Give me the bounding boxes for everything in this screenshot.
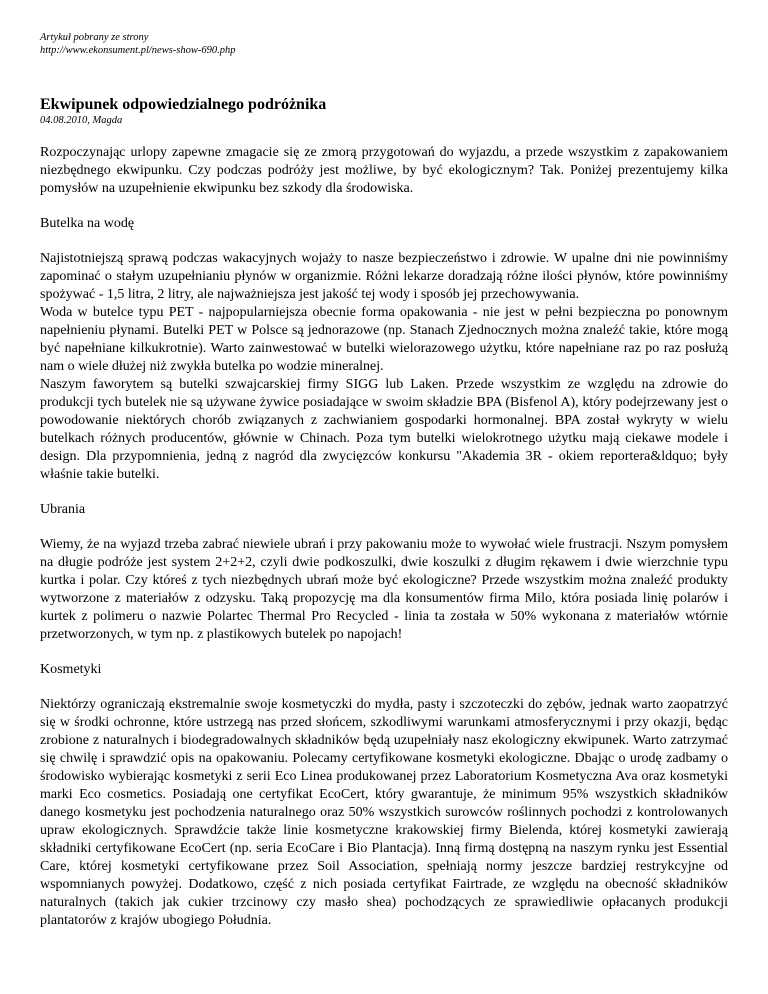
paragraph: Niektórzy ograniczają ekstremalnie swoje kosmetyczki do mydła, pasty i szczoteczki do zębów, jednak warto zaopatrzyć się w środki ochronne, które ustrzegą nas przed słońcem, szkodliwymi warunkami atmosferycznymi i przy okazji, będąc zrobione z naturalnych i biodegradowalnych składników będą uzupełniały nasz ekologiczny ekwipunek. Warto zatrzymać się chwilę i sprawdzić opis na opakowaniu. Polecamy certyfikowane kosmetyki ekologiczne. Dbając o urodę zadbamy o środowisko wybierając kosmetyki z serii Eco Linea produkowanej przez Laboratorium Kosmetyczna Ava oraz kosmetyki marki Eco cosmetics. Posiadają one certyfikat EcoCert, który gwarantuje, że minimum 95% wszystkich składników danego kosmetyku jest pochodzenia naturalnego oraz 50% wszystkich surowców roślinnych pochodzi z kontrolowanych upraw ekologicznych. Sprawdźcie także linie kosmetyczne krakowskiej firmy Bielenda, której kosmetyki zawierają składniki certyfikowane EcoCert (np. seria EcoCare i Bio Plantacja). Inną firmą dostępną na naszym rynku jest Essential Care, której kosmetyki certyfikowane przez Soil Association, spełniają normy jeszcze bardziej restrykcyjne od wspomnianych powyżej. Dodatkowo, część z nich posiada certyfikat Fairtrade, ze względu na obecność składników naturalnych (takich jak cukier trzcinowy czy masło shea) pochodzących ze sprawiedliwie opłacanych produkcji plantatorów z krajów ubogiego Południa. — [40, 697, 728, 928]
source-note — [40, 31, 728, 57]
source-label: Artykuł pobrany ze strony — [40, 32, 149, 43]
section-heading: Butelka na wodę — [40, 216, 135, 231]
section-heading: Ubrania — [40, 502, 86, 517]
section-body — [40, 536, 728, 644]
paragraph: Woda w butelce typu PET - najpopularniejsza obecnie forma opakowania - nie jest w pełni bezpieczna po ponownym napełnieniu płynami. Butelki PET w Polsce są jednorazowe (np. Stanach Zjednocznych można znaleźć takie, które mogą być napełniane kilkukrotnie). Warto zainwestować w butelki wielorazowego użytku, które napełniane raz po raz posłużą nam o wiele dłużej niż zwykła butelka po wodzie mineralnej. — [40, 305, 728, 374]
section-clothes — [40, 501, 728, 644]
section-cosmetics — [40, 661, 728, 930]
section-heading: Kosmetyki — [40, 662, 102, 677]
document-page — [40, 31, 728, 930]
article-title: Ekwipunek odpowiedzialnego podróżnika — [40, 96, 327, 113]
section-water-bottle — [40, 215, 728, 484]
paragraph: Najistotniejszą sprawą podczas wakacyjnych wojaży to nasze bezpieczeństwo i zdrowie. W upalne dni nie powinniśmy zapominać o stałym uzupełnianiu płynów w organizmie. Różni lekarze doradzają różne ilości płynów, które powinniśmy spożywać - 1,5 litra, 2 litry, ale najważniejsza jest jakość tej wody i sposób jej przechowywania. — [40, 251, 728, 302]
article-meta: 04.08.2010, Magda — [40, 115, 123, 126]
section-body — [40, 696, 728, 930]
paragraph: Naszym faworytem są butelki szwajcarskiej firmy SIGG lub Laken. Przede wszystkim ze względu na zdrowie do produkcji tych butelek nie są używane żywice posiadające w swoim składzie BPA (Bisfenol A), który podejrzewany jest o powodowanie niektórych chorób związanych z zachwianiem gospodarki hormonalnej. BPA został wykryty w wielu butelkach różnych producentów, głównie w Chinach. Poza tym butelki wielokrotnego użytku mają ciekawe modele i design. Dla przypomnienia, jedną z nagród dla zwycięzców konkursu "Akademia 3R - okiem reportera&ldquo; były właśnie takie butelki. — [40, 377, 728, 482]
section-body — [40, 250, 728, 484]
article-intro: Rozpoczynając urlopy zapewne zmagacie się ze zmorą przygotowań do wyjazdu, a przede wszystkim z zapakowaniem niezbędnego ekwipunku. Czy podczas podróży jest możliwe, by być ekologicznym? Tak. Poniżej prezentujemy kilka pomysłów na uzupełnienie ekwipunku bez szkody dla środowiska. — [40, 145, 728, 196]
paragraph: Wiemy, że na wyjazd trzeba zabrać niewiele ubrań i przy pakowaniu może to wywołać wiele frustracji. Nszym pomysłem na długie podróże jest system 2+2+2, czyli dwie podkoszulki, dwie koszulki z długim rękawem i dwie wierzchnie typu kurtka i polar. Czy któreś z tych niezbędnych ubrań może być ekologiczne? Przede wszystkim można znaleźć produkty wytworzone z materiałów z odzysku. Taką propozycję ma dla konsumentów firma Milo, która posiada linię polarów i kurtek z polimeru o nazwie Polartec Thermal Pro Recycled - linia ta została w 50% wykonana z materiałów wtórnie przetworzonych, w tym np. z plastikowych butelek po napojach! — [40, 537, 728, 642]
source-url: http://www.ekonsument.pl/news-show-690.php — [40, 45, 236, 56]
